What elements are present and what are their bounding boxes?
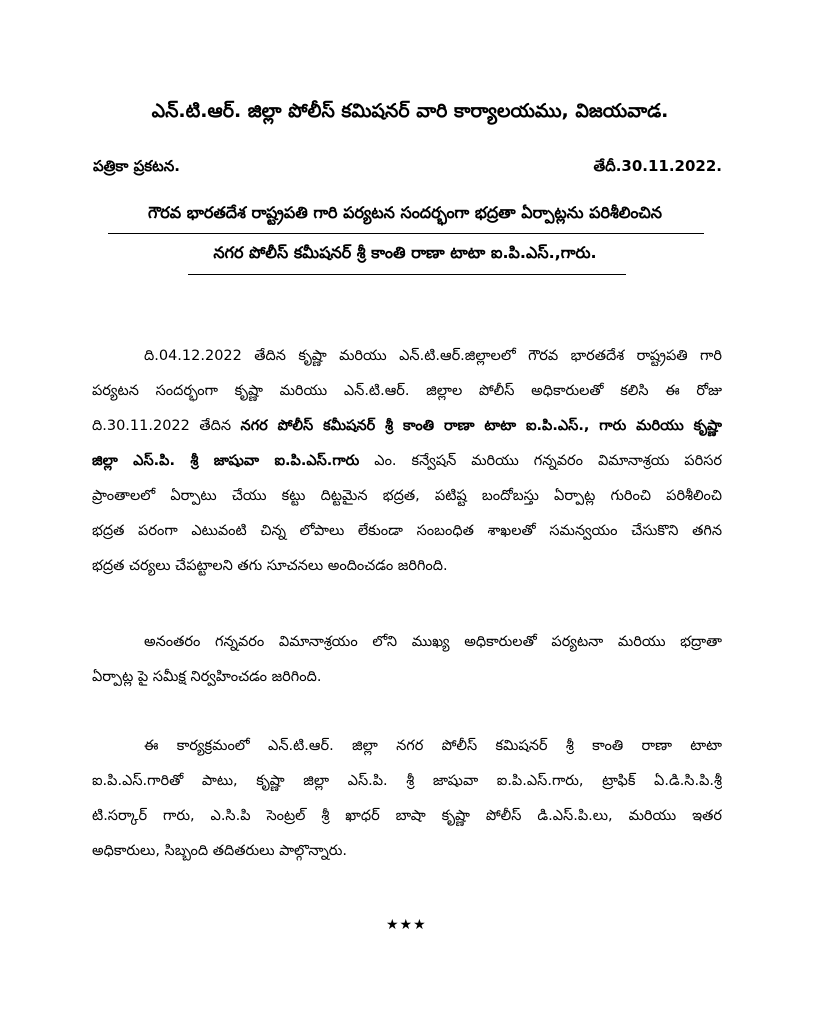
paragraph-1-line-5: ప్రాంతాలలో ఏర్పాటు చేయు కట్టు దిట్టమైన భద్రత, పటిష్ట బందోబస్తు ఏర్పాట్ల గురించి పరిశీలించి	[92, 488, 722, 504]
end-stars: ★★★	[386, 917, 427, 933]
paragraph-2	[92, 625, 722, 695]
paragraph-1-line-1: ది.04.12.2022 తేదిన కృష్ణా మరియు ఎన్.టి.ఆర్.జిల్లాలలో గౌరవ భారతదేశ రాష్ట్రపతి గారి	[144, 348, 722, 364]
paragraph-1-line-3-officials: నగర పోలీస్ కమీషనర్ శ్రీ కాంతి రాణా టాటా ఐ.పి.ఎస్., గారు మరియు కృష్ణా	[240, 418, 722, 434]
paragraph-1-line-2: పర్యటన సందర్భంగా కృష్ణా మరియు ఎన్.టి.ఆర్. జిల్లాల పోలీస్ అధికారులతో కలిసి ఈ రోజు	[92, 383, 722, 399]
paragraph-1-line-3-date: ది.30.11.2022 తేదిన	[92, 418, 241, 434]
headline-line-1: గౌరవ భారతదేశ రాష్ట్రపతి గారి పర్యటన సందర్భంగా భద్రతా ఏర్పాట్లను పరిశీలించిన	[148, 203, 662, 222]
headline-line-2: నగర పోలీస్ కమీషనర్ శ్రీ కాంతి రాణా టాటా ఐ.పి.ఎస్.,గారు.	[213, 243, 597, 262]
paragraph-3-line-3: టి.సర్కార్ గారు, ఎ.సి.పి సెంట్రల్ శ్రీ ఖాధర్ బాషా కృష్ణా పోలీస్ డి.ఎస్.పి.లు, మరియు ఇతర	[92, 808, 722, 824]
press-release-label: పత్రికా ప్రకటన.	[93, 157, 180, 175]
press-release-date: తేదీ.30.11.2022.	[593, 157, 722, 175]
office-title: ఎన్.టి.ఆర్. జిల్లా పోలీస్ కమిషనర్ వారి కార్యాలయము, విజయవాడ.	[151, 100, 669, 122]
headline-underline-1	[108, 233, 704, 234]
paragraph-1-line-4	[92, 444, 722, 479]
paragraph-1-line-4-rest: ఎం. కన్వేషన్ మరియు గన్నవరం విమానాశ్రయ పరిసర	[359, 453, 722, 469]
paragraph-3-line-1: ఈ కార్యక్రమంలో ఎన్.టి.ఆర్. జిల్లా నగర పోలీస్ కమిషనర్ శ్రీ కాంతి రాణా టాటా	[144, 738, 722, 754]
paragraph-1-line-3	[92, 409, 722, 444]
paragraph-2-line-1: అనంతరం గన్నవరం విమానాశ్రయం లోని ముఖ్య అధికారులతో పర్యటనా మరియు భద్రాతా	[144, 634, 722, 650]
paragraph-1	[92, 339, 722, 584]
paragraph-1-line-4-sp: జిల్లా ఎస్.పి. శ్రీ జాషువా ఐ.పి.ఎస్.గారు	[92, 453, 360, 469]
paragraph-1-line-6: భద్రత పరంగా ఎటువంటి చిన్న లోపాలు లేకుండా సంబంధిత శాఖలతో సమన్వయం చేసుకొని తగిన	[92, 523, 722, 539]
paragraph-3	[92, 729, 722, 869]
paragraph-1-line-7: భద్రత చర్యలు చేపట్టాలని తగు సూచనలు అందించడం జరిగింది.	[92, 558, 448, 574]
paragraph-2-line-2: ఏర్పాట్ల పై సమీక్ష నిర్వహించడం జరిగింది.	[92, 669, 322, 685]
paragraph-3-line-2: ఐ.పి.ఎస్.గారితో పాటు, కృష్ణా జిల్లా ఎస్.పి. శ్రీ జాషువా ఐ.పి.ఎస్.గారు, ట్రాఫిక్ ఏ.డి.సి.పి.శ్రీ	[92, 773, 722, 789]
paragraph-3-line-4: అధికారులు, సిబ్బంది తదితరులు పాల్గొన్నారు.	[92, 843, 347, 859]
headline-underline-2	[188, 274, 626, 275]
